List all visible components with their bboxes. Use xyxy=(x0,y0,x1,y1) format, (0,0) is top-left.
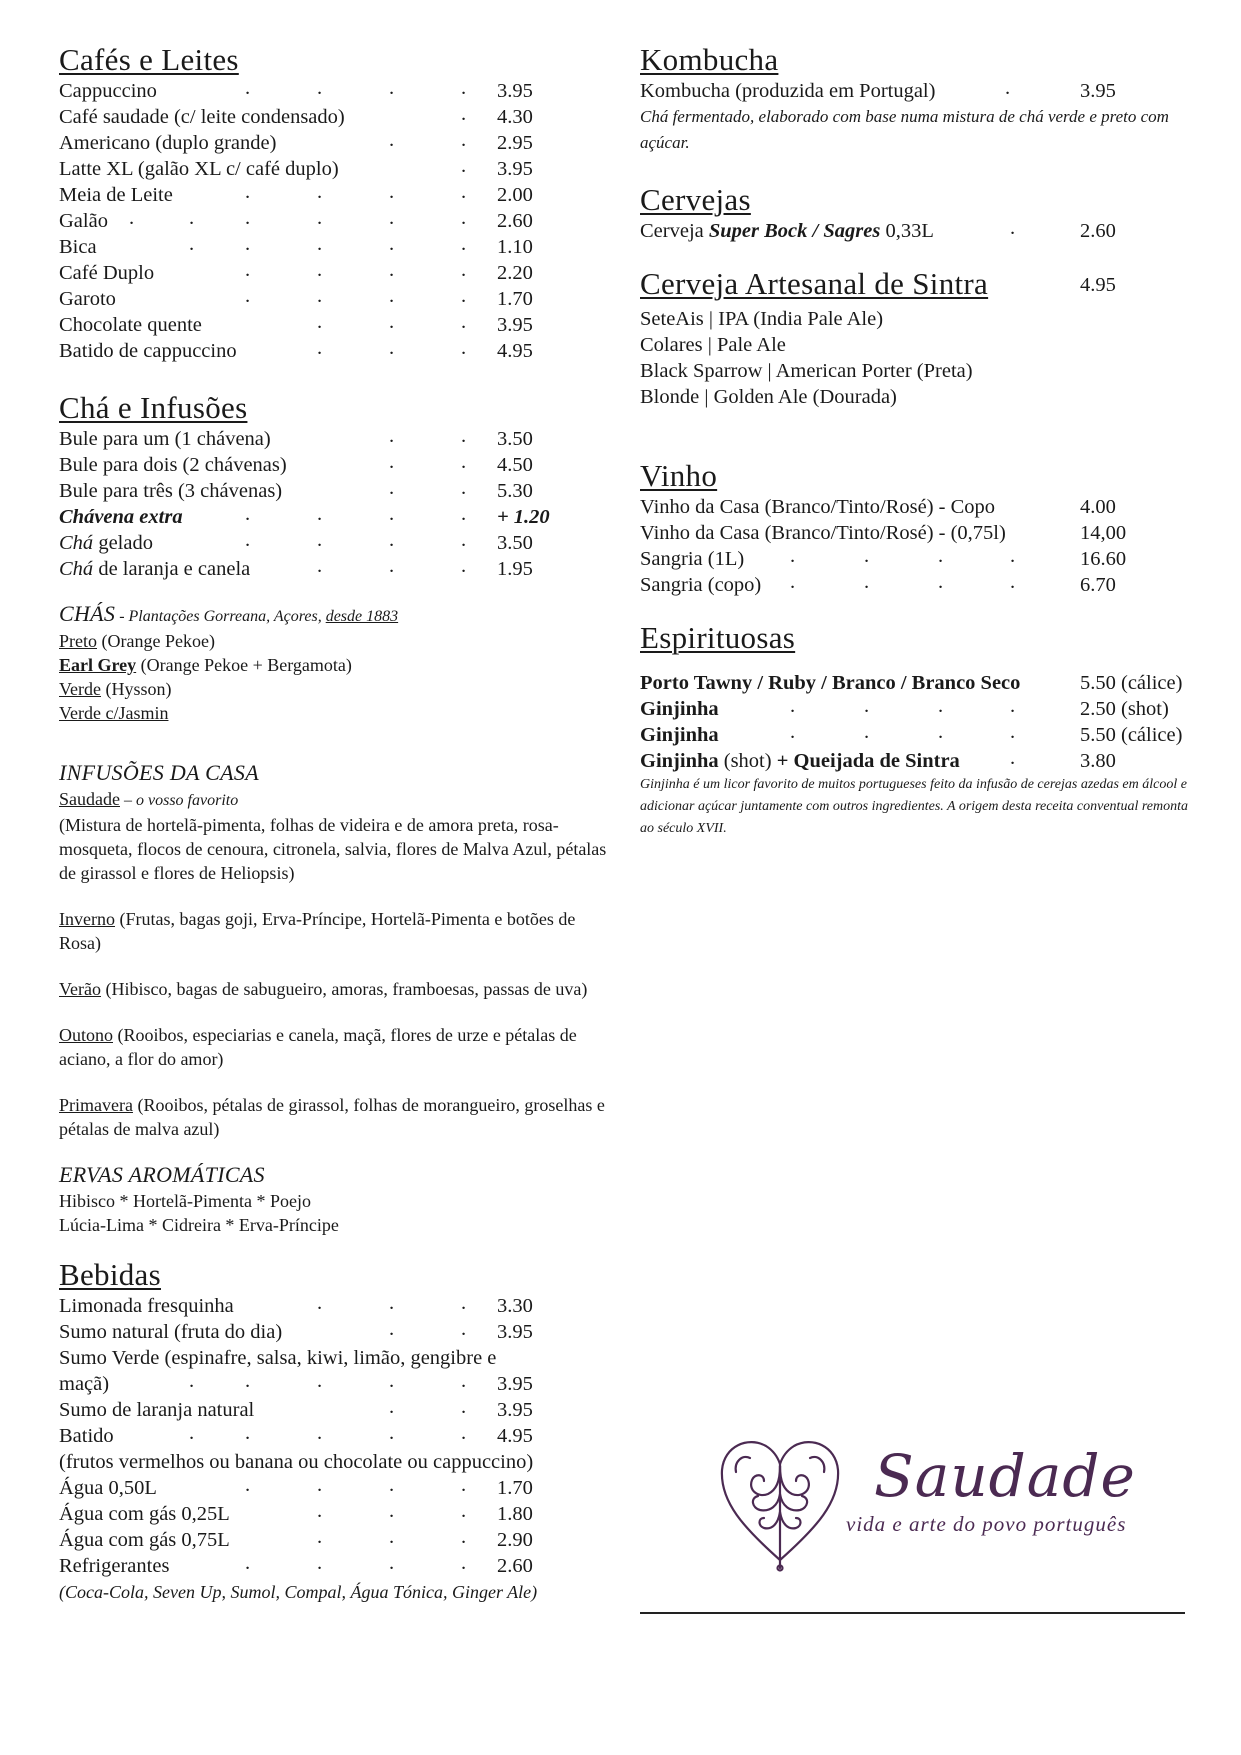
tea-line xyxy=(59,629,619,653)
logo-tagline: vida e arte do povo português xyxy=(846,1512,1127,1536)
menu-item: Sangria (1L) . . . . 16.60 xyxy=(640,545,1127,570)
item-name: maçã) xyxy=(59,1373,110,1395)
menu-item xyxy=(640,494,1200,520)
bottom-divider xyxy=(640,1612,1185,1614)
item-name: Café saudade (c/ leite condensado) xyxy=(59,106,345,128)
menu-item: Cappuccino . . . . 3.95 xyxy=(59,77,533,102)
item-price: 1.70 xyxy=(497,288,533,310)
beer-line: Colares | Pale Ale xyxy=(640,334,786,356)
menu-item: Sumo natural (fruta do dia) . . 3.95 xyxy=(59,1318,533,1343)
item-name: Refrigerantes xyxy=(59,1555,170,1577)
ervas-block xyxy=(59,1161,619,1237)
item-name: Água com gás 0,75L xyxy=(59,1529,230,1551)
item-name: Café Duplo xyxy=(59,262,155,284)
item-name-post: 0,33L xyxy=(880,220,934,242)
item-name: Americano (duplo grande) xyxy=(59,132,277,154)
item-price: 1.80 xyxy=(497,1503,533,1525)
item-price: 5.30 xyxy=(497,480,533,502)
section-title-kombucha: Kombucha xyxy=(640,42,779,77)
bebidas-list xyxy=(59,1293,619,1605)
item-name: Bica xyxy=(59,236,97,258)
item-name: (frutos vermelhos ou banana ou chocolate ou cappuccino) xyxy=(59,1451,534,1473)
item-name: Cappuccino xyxy=(59,80,157,102)
menu-item: Latte XL (galão XL c/ café duplo) . 3.95 xyxy=(59,155,533,180)
menu-item xyxy=(59,1449,619,1475)
blend-desc: (Frutas, bagas goji, Erva-Príncipe, Hortelã-Pimenta e botões de Rosa) xyxy=(59,909,576,953)
kombucha-note: Chá fermentado, elaborado com base numa mistura de chá verde e preto com açúcar. xyxy=(640,107,1169,152)
item-price: 3.95 xyxy=(497,80,533,102)
item-price: 2.00 xyxy=(497,184,533,206)
item-price: 4.50 xyxy=(497,454,533,476)
cha-list xyxy=(59,426,619,582)
menu-item: Ginjinha . . . . 2.50 (shot) xyxy=(640,695,1169,720)
item-name-italic: Chá xyxy=(59,532,94,554)
item-price: 3.50 xyxy=(497,428,533,450)
chas-heading: CHÁS xyxy=(59,601,116,626)
menu-item xyxy=(640,520,1200,546)
menu-item: Chávena extra . . . . + 1.20 xyxy=(59,503,550,528)
item-name: Chocolate quente xyxy=(59,314,202,336)
item-name xyxy=(59,530,153,556)
tea-line xyxy=(59,653,619,677)
tea-name: Earl Grey xyxy=(59,655,137,675)
item-price: 3.95 xyxy=(497,1399,533,1421)
item-price: 16.60 xyxy=(1080,548,1127,570)
item-name: Sumo Verde (espinafre, salsa, kiwi, limão, gengibre e xyxy=(59,1347,497,1369)
menu-item: Chocolate quente . . . 3.95 xyxy=(59,311,533,336)
menu-item: Água 0,50L . . . . 1.70 xyxy=(59,1474,533,1499)
menu-item: Ginjinha (shot) + Queijada de Sintra . 3.80 xyxy=(640,747,1116,772)
menu-item: Batido de cappuccino . . . 4.95 xyxy=(59,337,533,362)
item-name xyxy=(640,748,960,774)
item-name-bold2: + Queijada de Sintra xyxy=(776,750,960,772)
menu-item: Água com gás 0,75L . . . 2.90 xyxy=(59,1526,533,1551)
blend-name: Primavera xyxy=(59,1095,133,1115)
item-price: 1.95 xyxy=(497,558,533,580)
heart-ornament-icon xyxy=(714,1432,846,1572)
item-price: 2.20 xyxy=(497,262,533,284)
item-name: Bule para três (3 chávenas) xyxy=(59,480,283,502)
infusoes-heading: INFUSÕES DA CASA xyxy=(59,760,259,785)
section-title-vinho: Vinho xyxy=(640,458,718,493)
item-price: 3.95 xyxy=(497,158,533,180)
menu-item: Limonada fresquinha . . . 3.30 xyxy=(59,1292,533,1317)
item-name xyxy=(59,556,250,582)
item-price: 2.60 xyxy=(497,1555,533,1577)
item-price: 3.50 xyxy=(497,532,533,554)
item-name: Galão xyxy=(59,210,108,232)
beer-line: Black Sparrow | American Porter (Preta) xyxy=(640,360,973,382)
item-name: Ginjinha xyxy=(640,698,719,720)
menu-item: Chá gelado . . . . 3.50 xyxy=(59,529,533,554)
logo-wordmark: Saudade xyxy=(874,1442,1136,1510)
menu-item: Ginjinha . . . . 5.50 (cálice) xyxy=(640,721,1183,746)
item-price: 5.50 (cálice) xyxy=(1080,724,1183,746)
item-price: 3.30 xyxy=(497,1295,533,1317)
tea-line xyxy=(59,677,619,701)
item-name: Batido xyxy=(59,1425,114,1447)
blend-desc: (Rooibos, pétalas de girassol, folhas de morangueiro, groselhas e pétalas de malva azul) xyxy=(59,1095,605,1139)
infusoes-block xyxy=(59,759,619,1141)
blend-entry xyxy=(59,907,619,955)
tea-name: Verde xyxy=(59,679,101,699)
ginjinha-note: Ginjinha é um licor favorito de muitos portugueses feito da infusão de cerejas azedas em álcool e adicionar açúcar juntamente com outros ingredientes. A origem desta receita conventual remonta ao século XVII. xyxy=(640,777,1188,836)
item-name: Bule para um (1 chávena) xyxy=(59,428,271,450)
section-title-artesanal: Cerveja Artesanal de Sintra xyxy=(640,266,989,301)
section-title-cha: Chá e Infusões xyxy=(59,390,248,425)
item-price: 3.95 xyxy=(497,1321,533,1343)
item-price: + 1.20 xyxy=(497,506,550,528)
item-name: Garoto xyxy=(59,288,116,310)
tea-name: Verde c/Jasmin xyxy=(59,703,169,723)
item-name: Latte XL (galão XL c/ café duplo) xyxy=(59,158,339,180)
item-price: 2.95 xyxy=(497,132,533,154)
menu-item: Bule para três (3 chávenas) . . 5.30 xyxy=(59,477,533,502)
item-name xyxy=(640,218,934,244)
item-name: Sumo natural (fruta do dia) xyxy=(59,1321,283,1343)
beer-line: SeteAis | IPA (India Pale Ale) xyxy=(640,308,884,330)
item-price: 4.30 xyxy=(497,106,533,128)
blend-desc: (Hibisco, bagas de sabugueiro, amoras, framboesas, passas de uva) xyxy=(100,979,588,999)
ervas-heading: ERVAS AROMÁTICAS xyxy=(59,1162,265,1187)
right-column xyxy=(640,42,1200,840)
menu-item: Bule para um (1 chávena) . . 3.50 xyxy=(59,425,533,450)
item-price: 6.70 xyxy=(1080,574,1116,596)
menu-item: Sumo de laranja natural . . 3.95 xyxy=(59,1396,533,1421)
chas-subtitle: - Plantações Gorreana, Açores, xyxy=(115,608,326,625)
item-name-bold: Ginjinha xyxy=(640,750,719,772)
blend-name: Verão xyxy=(59,979,101,999)
tea-name: Preto xyxy=(59,631,97,651)
item-price: 2.50 (shot) xyxy=(1080,698,1169,720)
section-title-cervejas: Cervejas xyxy=(640,182,751,217)
ervas-line: Lúcia-Lima * Cidreira * Erva-Príncipe xyxy=(59,1215,339,1235)
blend-entry xyxy=(59,1023,619,1071)
menu-item: Kombucha (produzida em Portugal) . 3.95 xyxy=(640,77,1116,102)
item-name: Meia de Leite xyxy=(59,184,173,206)
item-name-rest: (shot) xyxy=(718,750,777,772)
beer-line: Blonde | Golden Ale (Dourada) xyxy=(640,386,897,408)
menu-item: Refrigerantes . . . . 2.60 xyxy=(59,1552,533,1577)
menu-item: Café saudade (c/ leite condensado) . 4.30 xyxy=(59,103,533,128)
ervas-line: Hibisco * Hortelã-Pimenta * Poejo xyxy=(59,1191,311,1211)
menu-item: maçã) . . . . . 3.95 xyxy=(59,1370,533,1395)
tea-line xyxy=(59,701,619,725)
menu-item: Bule para dois (2 chávenas) . . 4.50 xyxy=(59,451,533,476)
item-name-pre: Cerveja xyxy=(640,220,709,242)
item-price: 2.90 xyxy=(497,1529,533,1551)
section-title-espirituosas: Espirituosas xyxy=(640,620,796,655)
menu-item xyxy=(640,670,1200,696)
menu-item: Meia de Leite . . . . 2.00 xyxy=(59,181,533,206)
cafes-list xyxy=(59,78,619,364)
item-price: 4.95 xyxy=(1080,274,1116,296)
item-name: Ginjinha xyxy=(640,724,719,746)
menu-item: Cerveja Super Bock / Sagres 0,33L . 2.60 xyxy=(640,217,1116,242)
item-name: Limonada fresquinha xyxy=(59,1295,234,1317)
item-price: 1.70 xyxy=(497,1477,533,1499)
section-title-bebidas: Bebidas xyxy=(59,1257,161,1292)
menu-item: Água com gás 0,25L . . . 1.80 xyxy=(59,1500,533,1525)
item-name-brands: Super Bock / Sagres xyxy=(708,220,881,242)
item-price: 3.95 xyxy=(497,314,533,336)
blend-name: Saudade xyxy=(59,789,120,809)
blend-desc: (Rooibos, especiarias e canela, maçã, flores de urze e pétalas de aciano, a flor do amor) xyxy=(59,1025,577,1069)
chas-block xyxy=(59,600,619,725)
item-price: 3.95 xyxy=(497,1373,533,1395)
item-name-rest: de laranja e canela xyxy=(93,558,251,580)
menu-item: Café Duplo . . . . 2.20 xyxy=(59,259,533,284)
item-name: Kombucha (produzida em Portugal) xyxy=(640,80,936,102)
item-name: Vinho da Casa (Branco/Tinto/Rosé) - (0,75l) xyxy=(640,522,1006,544)
item-price: 1.10 xyxy=(497,236,533,258)
saudade-logo xyxy=(714,1432,1134,1582)
blend-desc: (Mistura de hortelã-pimenta, folhas de videira e de amora preta, rosa-mosqueta, flocos de cenoura, citronela, salvia, flores de Malva Azul, pétalas de girassol e flores de Heliopsis) xyxy=(59,815,607,883)
menu-item xyxy=(59,1345,619,1371)
bebidas-note: (Coca-Cola, Seven Up, Sumol, Compal, Água Tónica, Ginger Ale) xyxy=(59,1582,538,1602)
menu-item: Americano (duplo grande) . . 2.95 xyxy=(59,129,533,154)
item-name: Bule para dois (2 chávenas) xyxy=(59,454,287,476)
blend-entry xyxy=(59,1093,619,1141)
tea-desc: (Orange Pekoe + Bergamota) xyxy=(136,655,352,675)
blend-note: – o vosso favorito xyxy=(119,792,239,809)
item-price: 4.95 xyxy=(497,340,533,362)
item-price: 14,00 xyxy=(1080,522,1127,544)
chas-since: desde 1883 xyxy=(325,608,399,625)
item-name: Sangria (copo) xyxy=(640,574,762,596)
item-price: 2.60 xyxy=(497,210,533,232)
item-price: 2.60 xyxy=(1080,220,1116,242)
tea-desc: (Orange Pekoe) xyxy=(97,631,215,651)
item-name: Porto Tawny / Ruby / Branco / Branco Seco xyxy=(640,672,1021,694)
item-name: Batido de cappuccino xyxy=(59,340,237,362)
item-name: Vinho da Casa (Branco/Tinto/Rosé) - Copo xyxy=(640,496,996,518)
blend-entry xyxy=(59,977,619,1001)
section-title-cafes: Cafés e Leites xyxy=(59,42,239,77)
item-price: 5.50 (cálice) xyxy=(1080,672,1183,694)
menu-item: Garoto . . . . 1.70 xyxy=(59,285,533,310)
menu-item: Sangria (copo) . . . . 6.70 xyxy=(640,571,1116,596)
item-price: 4.95 xyxy=(497,1425,533,1447)
blend-name: Outono xyxy=(59,1025,113,1045)
item-price: 4.00 xyxy=(1080,496,1116,518)
item-name-italic: Chá xyxy=(59,558,94,580)
menu-item: Bica . . . . . 1.10 xyxy=(59,233,533,258)
item-name-rest: gelado xyxy=(93,532,153,554)
item-name: Sumo de laranja natural xyxy=(59,1399,255,1421)
artesanal-header xyxy=(640,266,1200,306)
item-price: 3.95 xyxy=(1080,80,1116,102)
menu-item: Galão . . . . . . 2.60 xyxy=(59,207,533,232)
menu-item: Batido . . . . . 4.95 xyxy=(59,1422,533,1447)
left-column xyxy=(59,42,619,1605)
menu-item: Chá de laranja e canela . . . 1.95 xyxy=(59,555,533,580)
item-name: Chávena extra xyxy=(59,506,183,528)
item-price: 3.80 xyxy=(1080,750,1116,772)
item-name: Sangria (1L) xyxy=(640,548,745,570)
item-name: Água com gás 0,25L xyxy=(59,1503,230,1525)
blend-name: Inverno xyxy=(59,909,115,929)
item-name: Água 0,50L xyxy=(59,1477,157,1499)
tea-desc: (Hysson) xyxy=(100,679,172,699)
